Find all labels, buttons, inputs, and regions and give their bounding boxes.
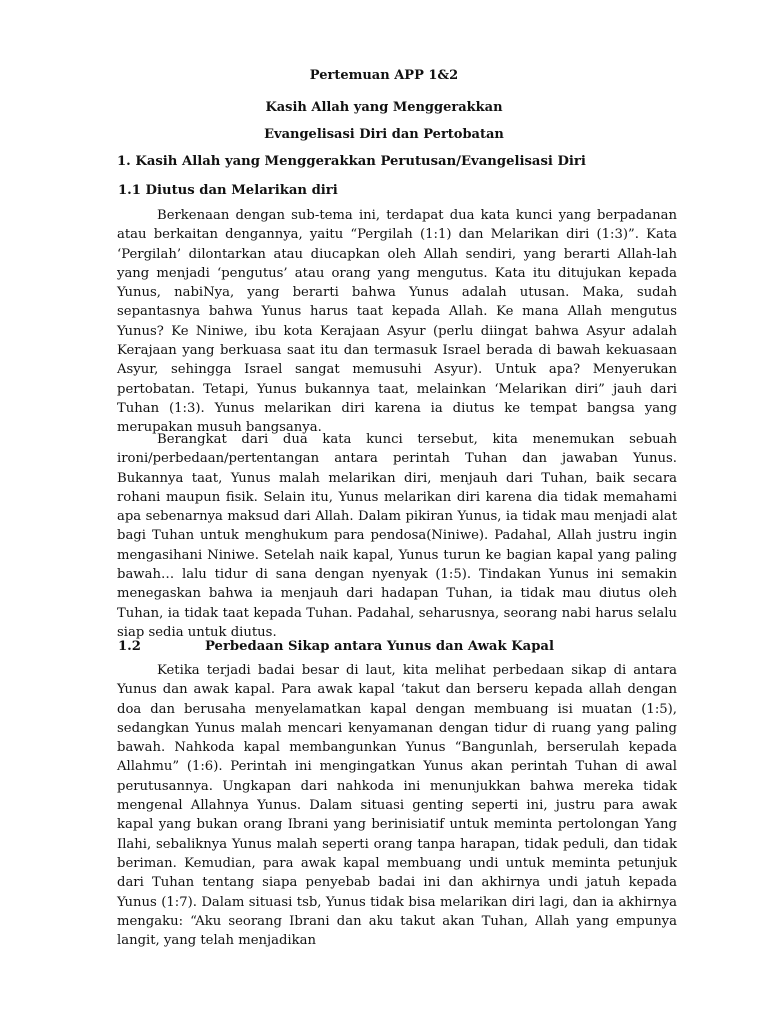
paragraph-2 (117, 430, 677, 642)
section-heading-1-1: 1.1 Diutus dan Melarikan diri (118, 183, 338, 198)
paragraph-3-text: Ketika terjadi badai besar di laut, kita melihat perbedaan sikap di antara Yunus dan awak kapal. Para awak kapal ‘takut dan berseru kepada allah dengan doa dan berusaha menyelamatkan kapal dengan membuang isi muatan (1:5), sedangkan Yunus malah mencari kenyamanan dengan tidur di ruang yang paling bawah. Nahkoda kapal membangunkan Yunus “Bangunlah, berserulah kepada Allahmu” (1:6). Perintah ini mengingatkan Yunus akan perintah Tuhan di awal perutusannya. Ungkapan dari nahkoda ini menunjukkan bahwa mereka tidak mengenal Allahnya Yunus. Dalam situasi genting seperti ini, justru para awak kapal yang bukan orang Ibrani yang berinisiatif untuk meminta pertolongan Yang Ilahi, sebaliknya Yunus malah seperti orang tanpa harapan, tidak peduli, dan tidak beriman. Kemudian, para awak kapal membuang undi untuk meminta petunjuk dari Tuhan tentang siapa penyebab badai ini dan akhirnya undi jatuh kepada Yunus (1:7). Dalam situasi tsb, Yunus tidak bisa melarikan diri lagi, dan ia akhirnya mengaku: “Aku seorang Ibrani dan aku takut akan Tuhan, Allah yang empunya langit, yang telah menjadikan (117, 663, 677, 949)
document-subtitle: Kasih Allah yang Menggerakkan (265, 100, 503, 115)
paragraph-3 (117, 661, 677, 950)
section-heading-1: 1. Kasih Allah yang Menggerakkan Perutusan/Evangelisasi Diri (117, 154, 586, 169)
section-heading-1-2: Perbedaan Sikap antara Yunus dan Awak Kapal (205, 639, 554, 654)
paragraph-1 (117, 206, 677, 438)
paragraph-1-text: Berkenaan dengan sub-tema ini, terdapat dua kata kunci yang berpadanan atau berkaitan dengannya, yaitu “Pergilah (1:1) dan Melarikan diri (1:3)”. Kata ‘Pergilah’ dilontarkan atau diucapkan oleh Allah sendiri, yang berarti Allah-lah yang menjadi ‘pengutus’ atau orang yang mengutus. Kata itu ditujukan kepada Yunus, nabiNya, yang berarti bahwa Yunus adalah utusan. Maka, sudah sepantasnya bahwa Yunus harus taat kepada Allah. Ke mana Allah mengutus Yunus? Ke Niniwe, ibu kota Kerajaan Asyur (perlu diingat bahwa Asyur adalah Kerajaan yang berkuasa saat itu dan termasuk Israel berada di bawah kekuasaan Asyur, sehingga Israel sangat memusuhi Asyur). Untuk apa? Menyerukan pertobatan. Tetapi, Yunus bukannya taat, melainkan ‘Melarikan diri” jauh dari Tuhan (1:3). Yunus melarikan diri karena ia diutus ke tempat bangsa yang merupakan musuh bangsanya. (117, 208, 677, 436)
section-number-1-2: 1.2 (118, 639, 141, 654)
paragraph-2-text: Berangkat dari dua kata kunci tersebut, kita menemukan sebuah ironi/perbedaan/pertentangan antara perintah Tuhan dan jawaban Yunus. Bukannya taat, Yunus malah melarikan diri, menjauh dari Tuhan, baik secara rohani maupun fisik. Selain itu, Yunus melarikan diri karena dia tidak memahami apa sebenarnya maksud dari Allah. Dalam pikiran Yunus, ia tidak mau menjadi alat bagi Tuhan untuk menghukum para pendosa(Niniwe). Padahal, Allah justru ingin mengasihani Niniwe. Setelah naik kapal, Yunus turun ke bagian kapal yang paling bawah… lalu tidur di sana dengan nyenyak (1:5). Tindakan Yunus ini semakin menegaskan bahwa ia menjauh dari hadapan Tuhan, ia tidak mau diutus oleh Tuhan, ia tidak taat kepada Tuhan. Padahal, seharusnya, seorang nabi harus selalu siap sedia untuk diutus. (117, 432, 677, 640)
document-subtitle-2: Evangelisasi Diri dan Pertobatan (264, 127, 504, 142)
document-title: Pertemuan APP 1&2 (309, 68, 459, 83)
